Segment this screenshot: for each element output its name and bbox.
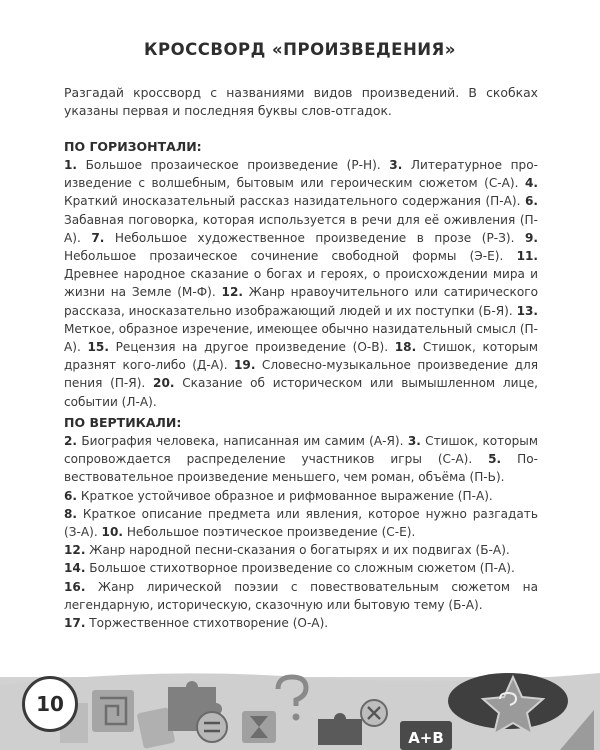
clue-number: 14. bbox=[64, 561, 86, 576]
vertical-heading: ПО ВЕРТИКАЛИ: bbox=[64, 415, 182, 430]
clue-number: 1. bbox=[64, 158, 78, 172]
clue-number: 20. bbox=[153, 376, 175, 391]
clue-text: Забавная поговорка, которая используется в речи для её оживления (П-А). bbox=[64, 212, 538, 245]
vertical-clues-text bbox=[64, 432, 538, 632]
clue-number: 6. bbox=[524, 194, 538, 209]
clue-text: Жанр лирической поэзии с повествовательным сюжетом на легендарную, историческую, сказочную или бытовую тему (Б-А). bbox=[64, 579, 538, 612]
question-dot-icon bbox=[293, 714, 300, 721]
clue-text: Жанр народной песни-сказания о богатырях и их подвигах (Б-А). bbox=[89, 543, 510, 558]
clue-number: 15. bbox=[87, 340, 109, 355]
clue-number: 9. bbox=[524, 230, 538, 245]
clue-number: 3. bbox=[407, 434, 421, 448]
clue-text: Краткое устойчивое образное и рифмованное выражение (П-А). bbox=[80, 488, 493, 503]
horizontal-clues-section bbox=[64, 138, 538, 411]
page-number: 10 bbox=[22, 676, 78, 732]
clue-text: Рецензия на другое произведение (О-В). bbox=[115, 340, 389, 355]
clue-text: Небольшое прозаическое сочинение свободной формы (Э-Е). bbox=[64, 249, 504, 264]
equals-circle-icon bbox=[197, 712, 227, 742]
page-title: КРОССВОРД «ПРОИЗВЕДЕНИЯ» bbox=[144, 40, 456, 59]
clue-text: Биография человека, написанная им самим (А-Я). bbox=[81, 434, 404, 448]
clue-text: Меткое, образное изречение, имеющее обычно назидательный смысл (П-А). bbox=[64, 321, 538, 355]
clue-text: Повествовательное произведение меньшего, чем роман, объёма (П-Ь). bbox=[64, 452, 538, 485]
instructions-text: Разгадай кроссворд с названиями видов произведений. В скобках указаны первая и последняя буквы слов-отгадок. bbox=[64, 85, 538, 118]
decorative-footer bbox=[0, 655, 600, 750]
clue-number: 5. bbox=[488, 452, 502, 467]
clue-text: Литературное произведение с волшебным, бытовым или героическим сюжетом (С-А). bbox=[64, 158, 538, 191]
clue-text: Стишок, которым сопровождается распределение участников игры (С-А). bbox=[64, 434, 538, 467]
clue-text: Краткое описание предмета или явления, которое нужно разгадать (З-А). bbox=[64, 506, 538, 540]
clue-number: 11. bbox=[516, 249, 538, 264]
clue-text: Стишок, которым дразнят кого-либо (Д-А). bbox=[64, 340, 538, 373]
horizontal-heading: ПО ГОРИЗОНТАЛИ: bbox=[64, 139, 202, 154]
clue-number: 16. bbox=[64, 579, 86, 594]
maze-tile-icon bbox=[92, 690, 134, 732]
clue-number: 2. bbox=[64, 434, 78, 448]
clue-number: 7. bbox=[91, 230, 105, 245]
clue-number: 13. bbox=[516, 303, 538, 318]
clue-number: 12. bbox=[64, 543, 86, 558]
clue-number: 12. bbox=[221, 285, 243, 300]
vertical-clues-section bbox=[64, 414, 538, 632]
clue-text: Краткий иносказательный рассказ назидательного содержания (П-А). bbox=[64, 194, 521, 209]
clue-text: Небольшое художественное произведение в прозе (Р-З). bbox=[114, 230, 515, 245]
clue-number: 6. bbox=[64, 488, 78, 503]
clue-text: Большое прозаическое произведение (Р-Н). bbox=[85, 158, 381, 172]
clue-number: 18. bbox=[394, 340, 417, 355]
clue-number: 10. bbox=[101, 525, 123, 540]
clue-text: Сказание об историческом или вымышленном лице, событии (Л-А). bbox=[64, 376, 538, 409]
clue-text: Большое стихотворное произведение со сложным сюжетом (П-А). bbox=[89, 561, 515, 576]
clue-text: Древнее народное сказание о богах и героях, о происхождении мира и жизни на Земле (М-Ф). bbox=[64, 267, 538, 300]
clue-text: Небольшое поэтическое произведение (С-Е). bbox=[126, 525, 416, 540]
formula-text: A+B bbox=[408, 729, 444, 747]
clue-text: Жанр нравоучительного или сатирического рассказа, иносказательно изображающий людей и их поступки (Б-Я). bbox=[64, 285, 538, 318]
clue-number: 8. bbox=[64, 506, 78, 521]
clue-text: Торжественное стихотворение (О-А). bbox=[89, 616, 329, 631]
clue-number: 3. bbox=[389, 158, 403, 172]
clue-number: 4. bbox=[524, 176, 538, 191]
clue-text: Словесно-музыкальное произведение для пения (П-Я). bbox=[64, 358, 538, 391]
hourglass-tile-icon bbox=[242, 711, 276, 743]
clue-number: 17. bbox=[64, 616, 86, 631]
horizontal-clues-text bbox=[64, 156, 538, 411]
clue-number: 19. bbox=[234, 358, 256, 373]
